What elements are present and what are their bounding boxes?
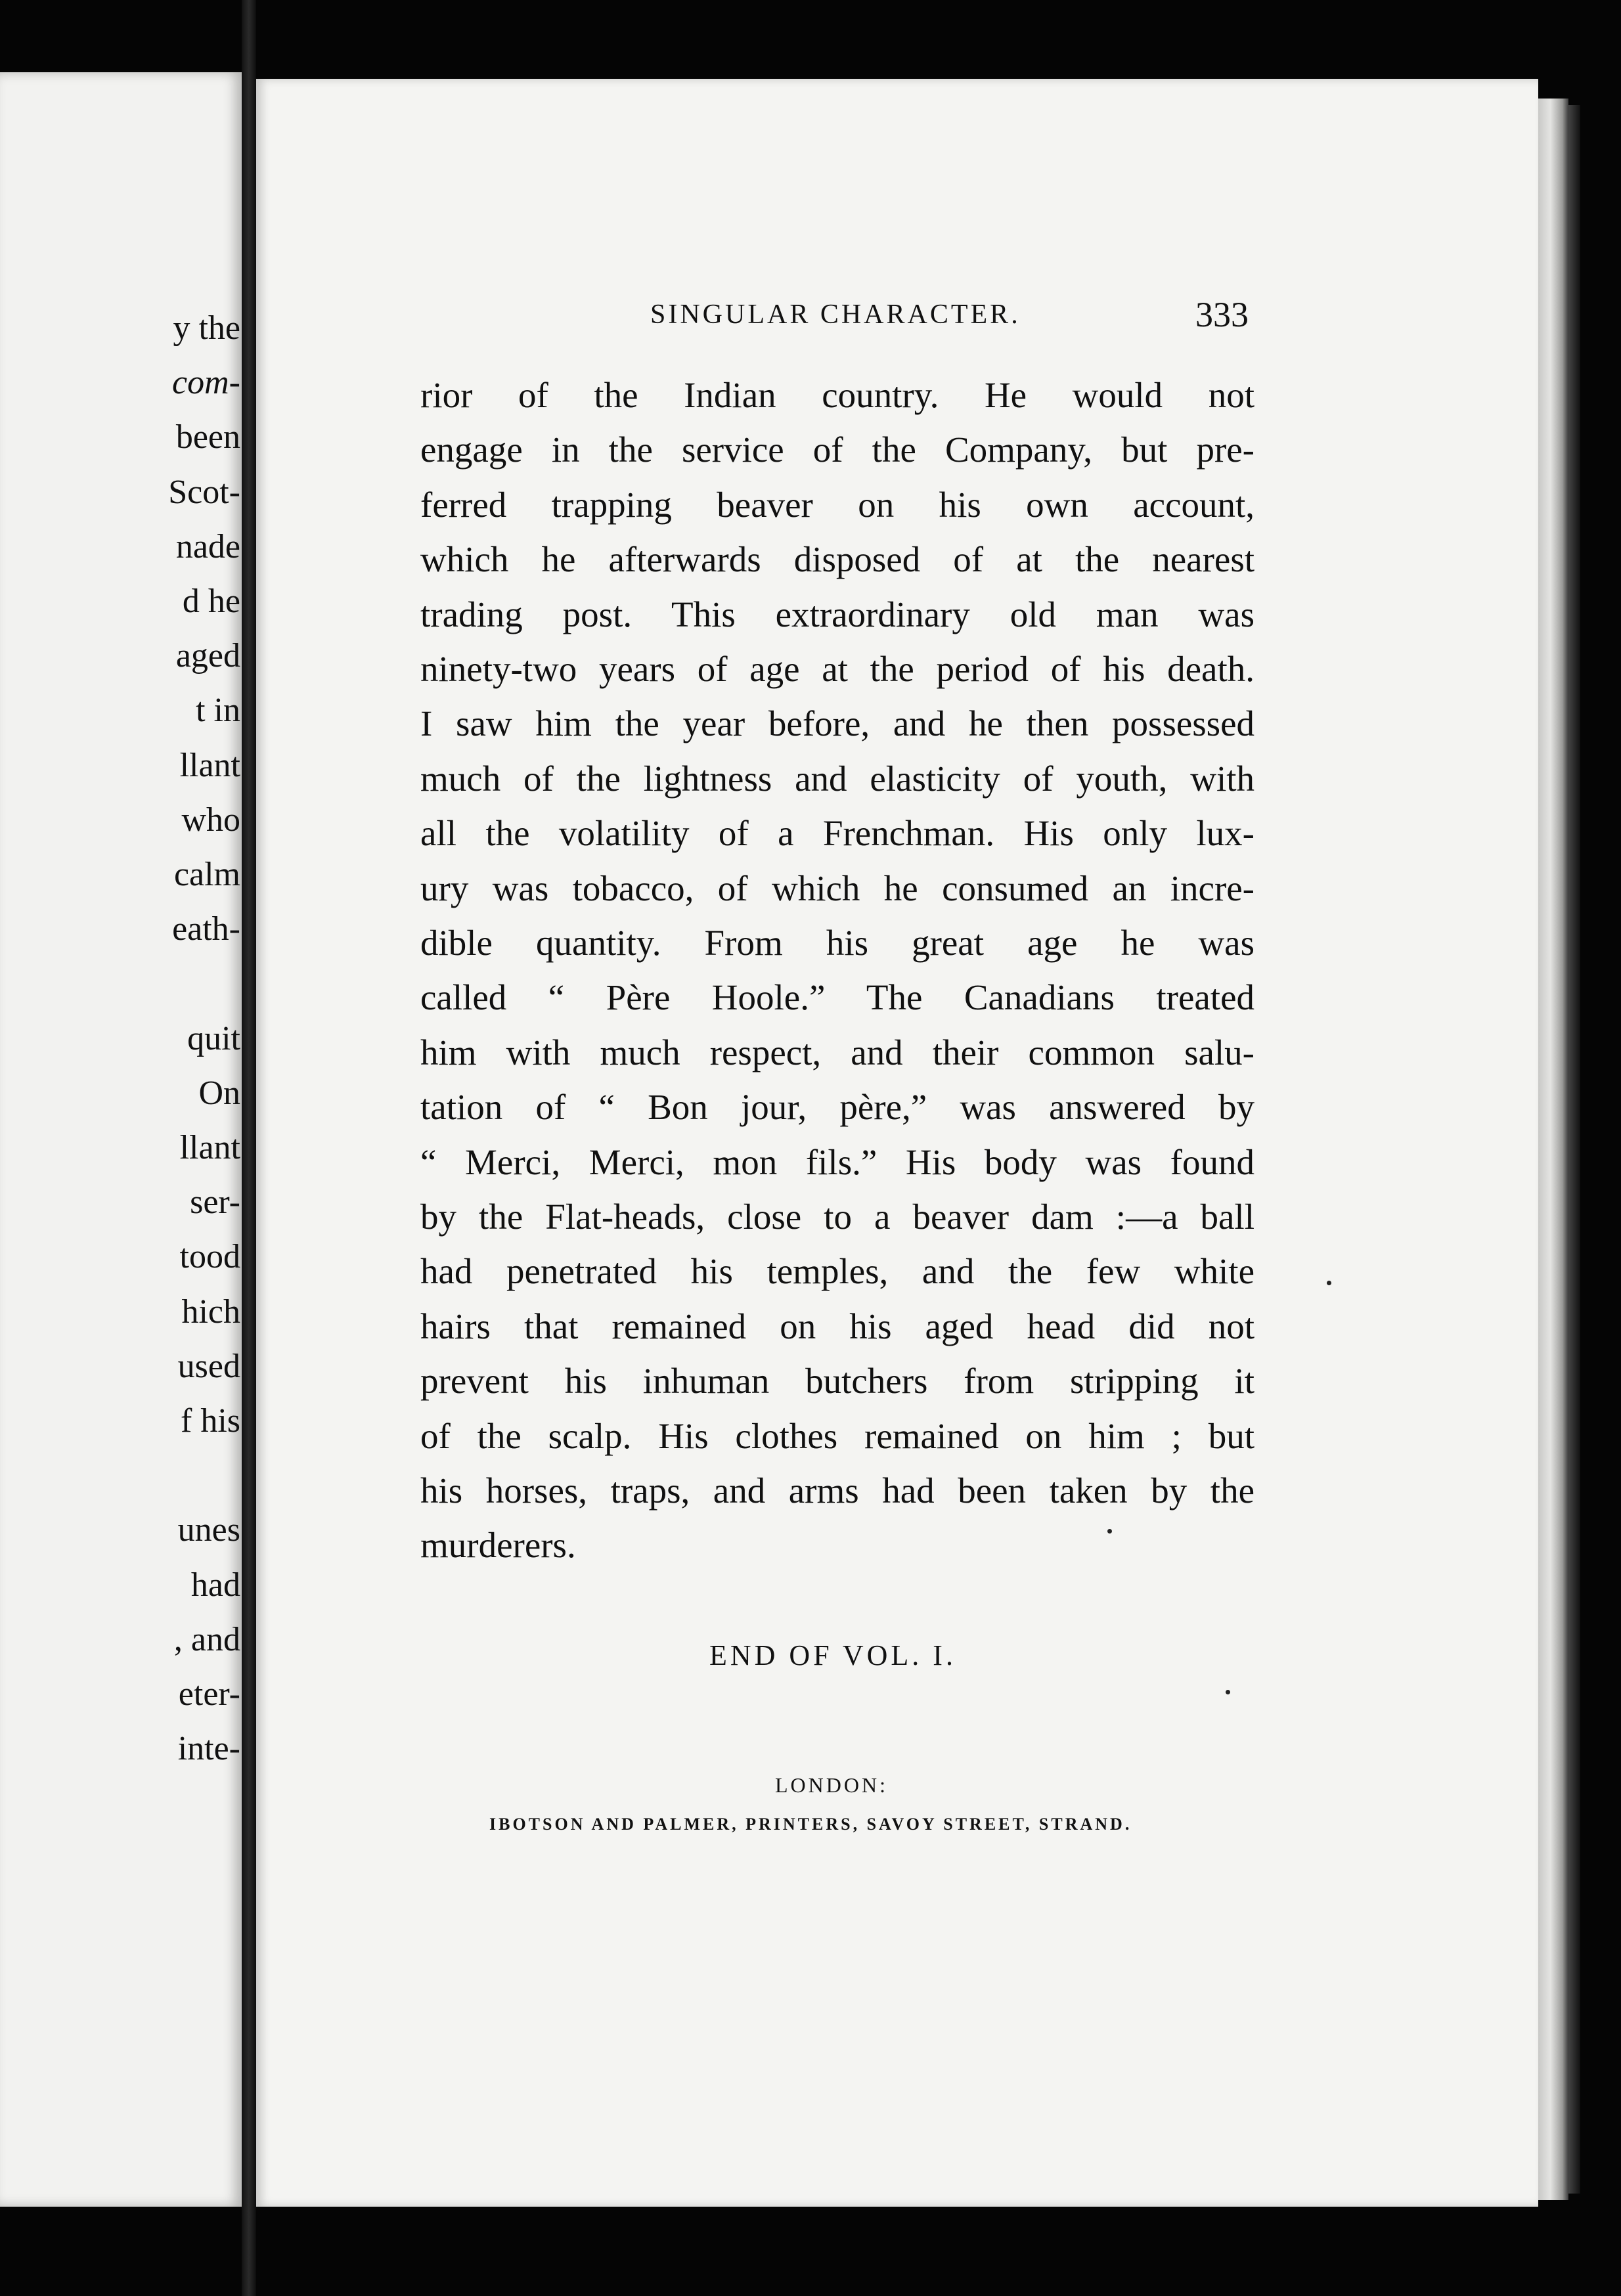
imprint-printer: IBOTSON AND PALMER, PRINTERS, SAVOY STREET, STRAND. [489,1815,1132,1834]
text-line: murderers. [420,1525,576,1566]
left-page-fragment: been [175,418,240,456]
left-page-fragment: ser- [190,1183,240,1222]
print-speck [1327,1281,1331,1285]
left-page-fragment: aged [175,637,240,675]
print-speck [1226,1690,1230,1694]
imprint-city: LONDON: [775,1773,888,1797]
left-page-fragment: calm [173,856,240,893]
text-line: by the Flat-heads, close to a beaver dam :—a ball [420,1197,1255,1237]
left-page-fragment: inte- [177,1730,240,1768]
text-line: all the volatility of a Frenchman. His only lux- [420,813,1255,854]
text-line: rior of the Indian country. He would not [420,375,1255,415]
text-line: hairs that remained on his aged head did not [420,1306,1255,1346]
text-line: of the scalp. His clothes remained on him ; but [420,1415,1255,1456]
end-of-volume: END OF VOL. I. [709,1639,956,1671]
left-page-fragment: y the [173,309,240,347]
left-page-fragment: On [198,1074,240,1112]
left-page-fragment: Scot- [168,473,240,511]
text-line: much of the lightness and elasticity of youth, with [420,758,1255,799]
text-line: which he afterwards disposed of at the nearest [420,539,1255,580]
left-page [0,72,242,2207]
print-speck [1107,1529,1112,1534]
page-number: 333 [1195,295,1249,334]
left-page-fragment: had [190,1566,240,1604]
text-line: tation of “ Bon jour, père,” was answered by [420,1087,1255,1128]
text-line: his horses, traps, and arms had been taken by the [420,1470,1255,1511]
left-page-fragment: used [177,1347,240,1385]
left-page-fragment: tood [179,1238,240,1276]
text-line: him with much respect, and their common salu- [420,1032,1255,1072]
text-line: called “ Père Hoole.” The Canadians treated [420,977,1255,1018]
text-line: trading post. This extraordinary old man was [420,594,1255,634]
left-page-fragment: who [181,801,240,839]
text-line: had penetrated his temples, and the few white [420,1251,1255,1292]
text-line: ferred trapping beaver on his own account, [420,484,1255,525]
left-page-fragment: com- [172,364,240,402]
page-edge [1538,99,1568,2200]
left-page-fragment: hich [181,1292,240,1331]
running-head: SINGULAR CHARACTER. [650,299,1021,330]
text-line: “ Merci, Merci, mon fils.” His body was found [420,1141,1255,1182]
page-edge-shadow [1568,105,1580,2194]
text-line: dible quantity. From his great age he was [420,923,1255,963]
left-page-fragment: quit [187,1019,240,1057]
left-page-fragment: llant [179,1129,240,1166]
left-page-fragment: eath- [172,910,240,948]
left-page-fragment: eter- [178,1675,240,1713]
left-page-fragment: nade [175,527,240,565]
text-line: prevent his inhuman butchers from stripping it [420,1361,1255,1402]
text-line: engage in the service of the Company, but pre- [420,430,1255,470]
left-page-fragment: , and [173,1620,240,1658]
text-line: I saw him the year before, and he then possessed [420,703,1255,744]
left-page-fragment: unes [177,1511,240,1549]
left-page-fragment: llant [179,746,240,784]
left-page-fragment: t in [196,692,240,730]
text-line: ninety-two years of age at the period of his death. [420,649,1255,689]
text-line: ury was tobacco, of which he consumed an incre- [420,868,1255,908]
left-page-fragment: d he [182,583,240,620]
left-page-fragment: f his [181,1402,240,1440]
book-gutter [242,0,256,2296]
